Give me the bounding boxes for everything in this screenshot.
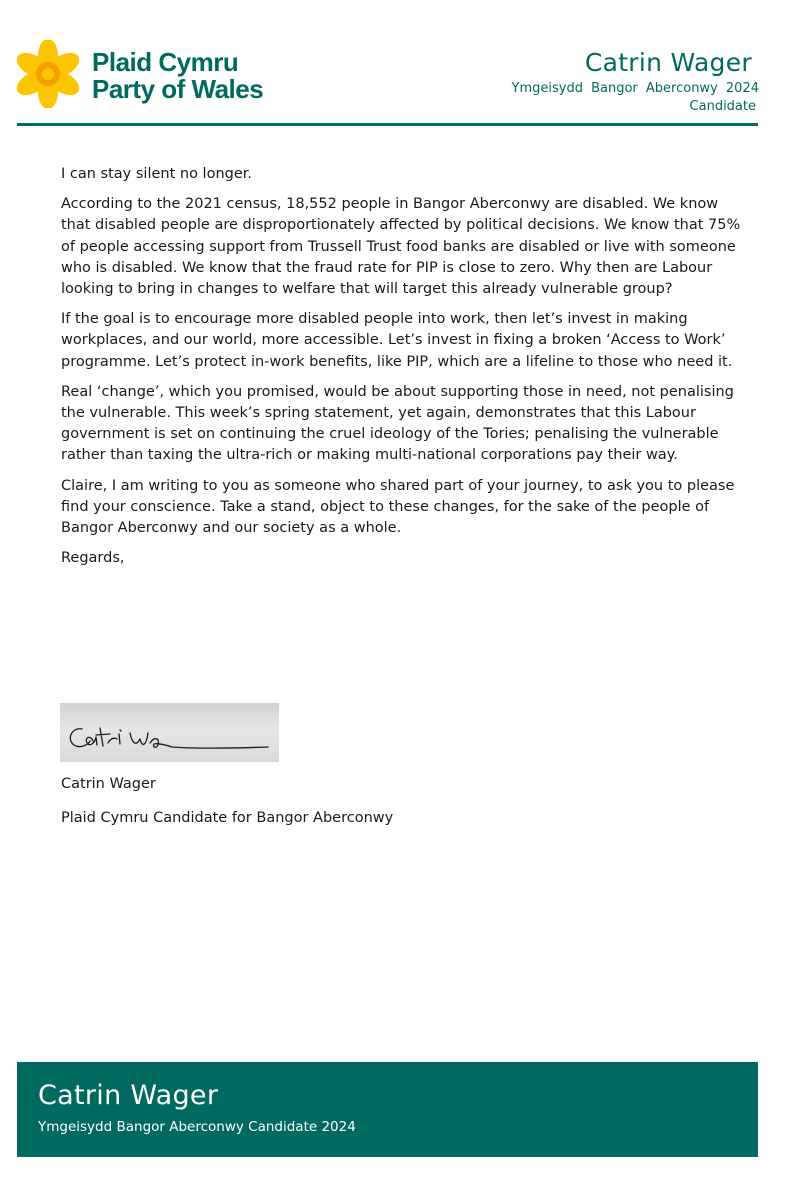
party-name (92, 49, 263, 103)
header-divider (17, 123, 758, 126)
candidate-name: Catrin Wager (584, 48, 752, 77)
signature-image (60, 703, 279, 762)
party-name-english: Party of Wales (92, 74, 264, 104)
paragraph-opening: I can stay silent no longer. (61, 166, 252, 182)
paragraph-census: According to the 2021 census, 18,552 people in Bangor Aberconwy are disabled. We know that disabled people are disproportionately affected by political decisions. We know that 75% of people accessing support from Trussell Trust food banks are disabled or live with someone who is disabled. We know that the fraud rate for PIP is close to zero. Why then are Labour looking to bring in changes to welfare that will target this already vulnerable group? (61, 196, 741, 298)
footer-banner (17, 1062, 758, 1157)
paragraph-appeal: Claire, I am writing to you as someone who shared part of your journey, to ask you to please find your conscience. Take a stand, object to these changes, for the sake of the people of Bangor Aberconwy and our society as a whole. (61, 477, 735, 537)
paragraph-work: If the goal is to encourage more disabled people into work, then let’s invest in making workplaces, and our world, more accessible. Let’s invest in fixing a broken ‘Access to Work’ programme. Let’s protect in-work benefits, like PIP, which are a lifeline to those who need it. (61, 311, 733, 370)
signatory-title: Plaid Cymru Candidate for Bangor Aberconwy (61, 810, 394, 826)
candidate-year: 2024 (725, 81, 759, 96)
paragraph-sign-off: Regards, (61, 550, 125, 567)
party-name-welsh: Plaid Cymru (92, 47, 239, 77)
footer-candidate-subtitle: Ymgeisydd Bangor Aberconwy Candidate 2024 (38, 1119, 356, 1135)
daffodil-logo-icon (14, 40, 82, 108)
letterhead (0, 0, 789, 130)
footer-candidate-name: Catrin Wager (38, 1080, 219, 1111)
signatory-name: Catrin Wager (61, 776, 156, 792)
candidate-role-welsh: Ymgeisydd Bangor Aberconwy (511, 81, 718, 96)
paragraph-change: Real ‘change’, which you promised, would be about supporting those in need, not penalising the vulnerable. This week’s spring statement, yet again, demonstrates that this Labour government is set on continuing the cruel ideology of the Tories; penalising the vulnerable rather than taxing the ultra-rich or making multi-national corporations pay their way. (61, 383, 734, 464)
letter-body (61, 164, 751, 578)
candidate-role (512, 81, 759, 96)
candidate-role-english: Candidate (689, 99, 756, 114)
